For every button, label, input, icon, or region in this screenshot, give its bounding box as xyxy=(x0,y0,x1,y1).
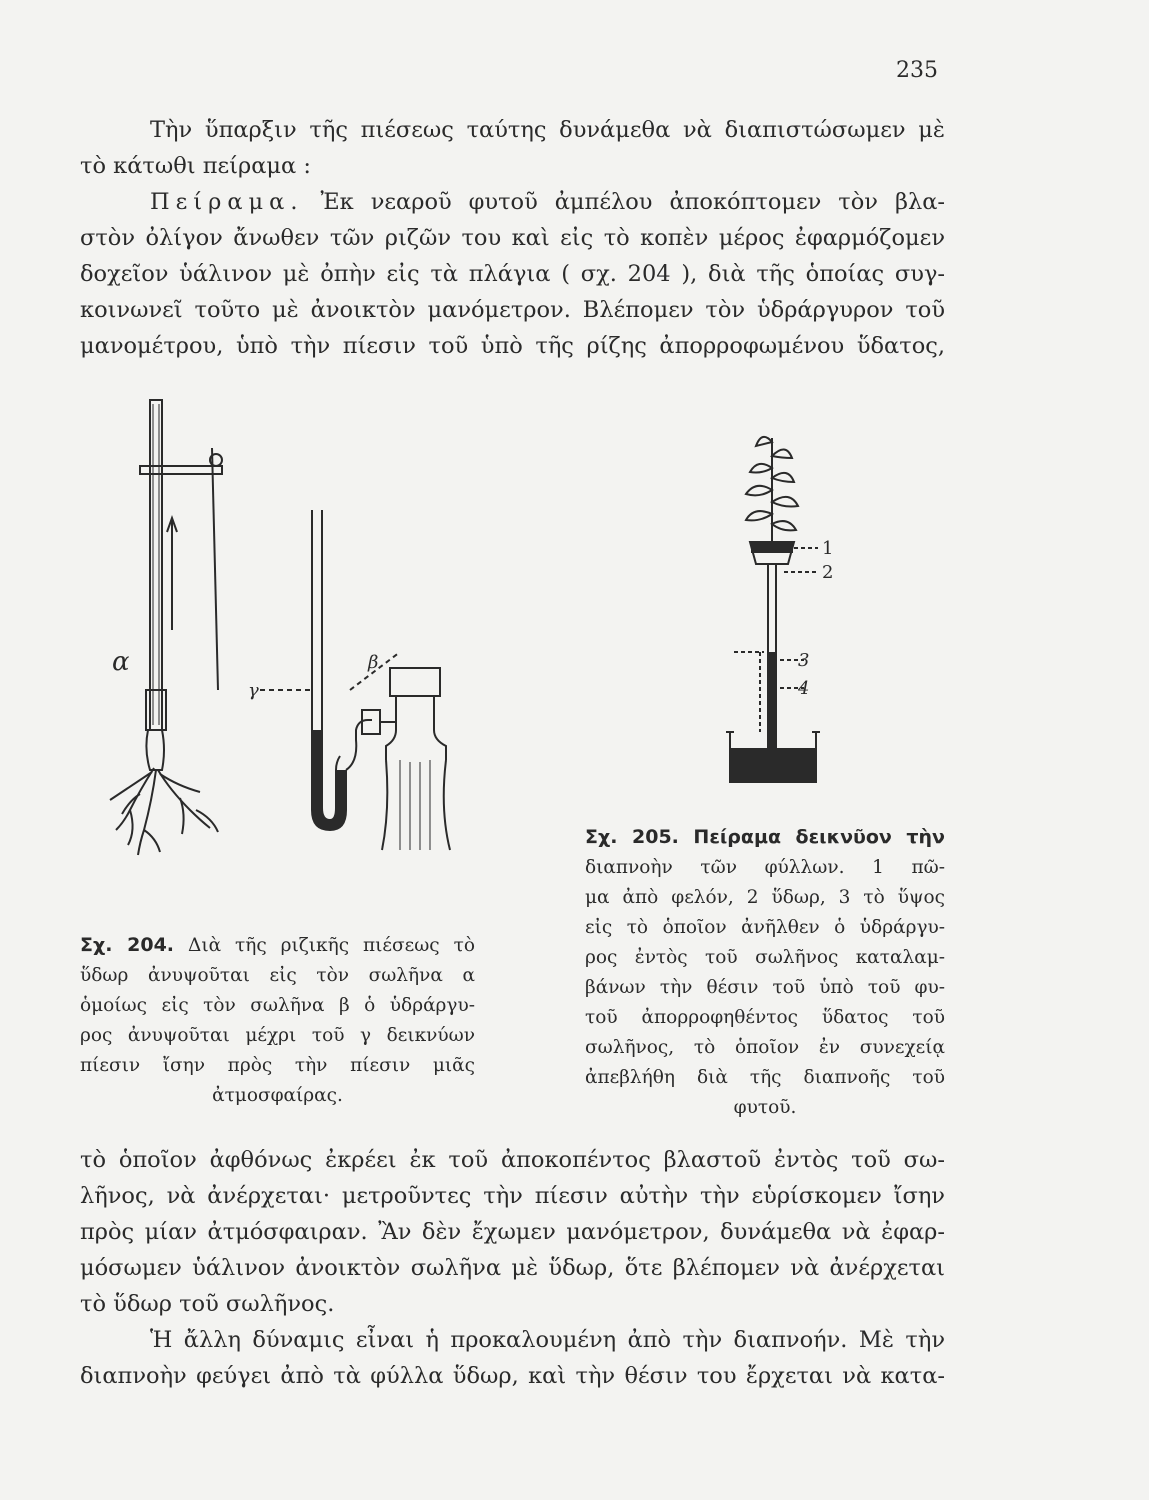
caption-line: ἀπεβλήθη διὰ τῆς διαπνοῆς τοῦ xyxy=(585,1067,945,1088)
paragraph-experiment xyxy=(80,184,945,364)
caption-line: μα ἀπὸ φελόν, 2 ὕδωρ, 3 τὸ ὕψος xyxy=(585,887,945,908)
figure-label-b: β xyxy=(368,652,379,673)
paragraph-transpiration xyxy=(80,1322,945,1394)
figure-204-caption xyxy=(80,930,475,1111)
caption-line: τοῦ ἀπορροφηθέντος ὕδατος τοῦ xyxy=(585,1007,945,1028)
caption-line: βάνων τὴν θέσιν τοῦ ὑπὸ τοῦ φυ- xyxy=(585,977,945,998)
text-line xyxy=(80,184,945,220)
caption-line: ἀτμοσφαίρας. xyxy=(212,1085,343,1106)
caption-line: ὁμοίως εἰς τὸν σωλῆνα β ὁ ὑδράργυ- xyxy=(80,995,475,1016)
figure-label-c: γ xyxy=(248,680,259,701)
caption-line xyxy=(585,822,945,853)
page-number: 235 xyxy=(896,58,938,83)
text-line: κοινωνεῖ τοῦτο μὲ ἀνοικτὸν μανόμετρον. Βλέπομεν τὸν ὑδράργυρον τοῦ xyxy=(80,297,945,323)
figure-204-illustration xyxy=(100,390,480,870)
figure-label-3: 3 xyxy=(798,650,810,671)
text-line: μόσωμεν ὑάλινον ἀνοικτὸν σωλῆνα μὲ ὕδωρ, ὅτε βλέπομεν νὰ ἀνέρχεται xyxy=(80,1255,945,1281)
text-line: λῆνος, νὰ ἀνέρχεται· μετροῦντες τὴν πίεσιν αὐτὴν τὴν εὑρίσκομεν ἴσην xyxy=(80,1183,945,1209)
text-line: δοχεῖον ὑάλινον μὲ ὀπὴν εἰς τὰ πλάγια ( σχ. 204 ), διὰ τῆς ὁποίας συγ- xyxy=(80,261,945,287)
caption-line: πίεσιν ἴσην πρὸς τὴν πίεσιν μιᾶς xyxy=(80,1055,475,1076)
caption-label: Σχ. 204. xyxy=(80,934,175,956)
text-line: τὸ ὁποῖον ἀφθόνως ἐκρέει ἐκ τοῦ ἀποκοπέντος βλαστοῦ ἐντὸς τοῦ σω- xyxy=(80,1147,945,1173)
text-line: διαπνοὴν φεύγει ἀπὸ τὰ φύλλα ὕδωρ, καὶ τὴν θέσιν του ἔρχεται νὰ κατα- xyxy=(80,1363,945,1389)
caption-line: ὕδωρ ἀνυψοῦται εἰς τὸν σωλῆνα α xyxy=(80,965,475,986)
figure-label-2: 2 xyxy=(822,562,834,583)
caption-label: Σχ. 205. Πείραμα δεικνῦον τὴν xyxy=(585,826,945,848)
text-line: στὸν ὀλίγον ἄνωθεν τῶν ριζῶν του καὶ εἰς τὸ κοπὲν μέρος ἐφαρμόζομεν xyxy=(80,225,945,251)
text-line: Τὴν ὕπαρξιν τῆς πιέσεως ταύτης δυνάμεθα νὰ διαπιστώσωμεν μὲ xyxy=(150,117,945,143)
figure-205-caption xyxy=(585,822,945,1123)
caption-line: διαπνοὴν τῶν φύλλων. 1 πῶ- xyxy=(585,857,945,878)
text-fragment: Διὰ τῆς ριζικῆς πιέσεως τὸ xyxy=(187,935,475,956)
experiment-lead: Πείραμα. xyxy=(150,189,304,215)
caption-line: σωλῆνος, τὸ ὁποῖον ἐν συνεχείᾳ xyxy=(585,1037,945,1058)
caption-line: φυτοῦ. xyxy=(733,1097,797,1118)
text-line: πρὸς μίαν ἀτμόσφαιραν. Ἂν δὲν ἔχωμεν μανόμετρον, δυνάμεθα νὰ ἐφαρ- xyxy=(80,1219,945,1245)
paragraph-continuation xyxy=(80,1142,945,1322)
caption-line: ρος ἐντὸς τοῦ σωλῆνος καταλαμ- xyxy=(585,947,945,968)
text-line: τὸ κάτωθι πείραμα : xyxy=(80,153,311,179)
caption-line: ρος ἀνυψοῦται μέχρι τοῦ γ δεικνύων xyxy=(80,1025,475,1046)
figure-label-1: 1 xyxy=(822,538,834,559)
figure-label-a: α xyxy=(112,647,130,677)
paragraph-intro xyxy=(80,112,945,184)
caption-line: εἰς τὸ ὁποῖον ἀνῆλθεν ὁ ὑδράργυ- xyxy=(585,917,945,938)
text-line: Ἡ ἄλλη δύναμις εἶναι ἡ προκαλουμένη ἀπὸ τὴν διαπνοήν. Μὲ τὴν xyxy=(150,1327,945,1353)
text-fragment: Ἐκ νεαροῦ φυτοῦ ἀμπέλου ἀποκόπτομεν τὸν βλα- xyxy=(320,189,945,215)
figure-label-4: 4 xyxy=(798,678,810,699)
figure-205-illustration xyxy=(700,432,850,792)
text-line: μανομέτρου, ὑπὸ τὴν πίεσιν τοῦ ὑπὸ τῆς ρίζης ἀπορροφωμένου ὕδατος, xyxy=(80,333,945,359)
caption-line xyxy=(80,930,475,961)
text-line: τὸ ὕδωρ τοῦ σωλῆνος. xyxy=(80,1291,335,1317)
